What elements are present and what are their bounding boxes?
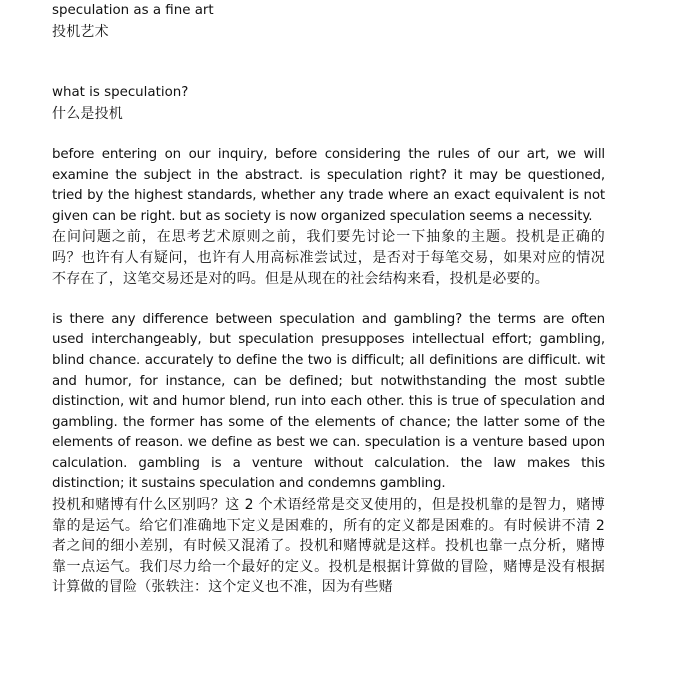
paragraph-en: is there any difference between speculation and gambling? the terms are often used interchangeably, but speculation presupposes intellectual effort; gambling, blind chance. accurately to define the two is difficult; all definitions are difficult. wit and humor, for instance, can be defined; but notwithstanding the most subtle distinction, wit and humor blend, run into each other. this is true of speculation and gambling. the former has some of the elements of chance; the latter some of the elements of reason. we define as best we can. speculation is a venture based upon calculation. gambling is a venture without calculation. the law makes this distinction; it sustains speculation and condemns gambling. (52, 311, 605, 492)
paragraph-zh: 在问问题之前，在思考艺术原则之前，我们要先讨论一下抽象的主题。投机是正确的吗？也许有人有疑问，也许有人用高标准尝试过，是否对于每笔交易，如果对应的情况不存在了，这笔交易还是对的吗。但是从现在的社会结构来看，投机是必要的。 (52, 229, 605, 287)
section-heading-zh: 什么是投机 (52, 105, 123, 122)
document-title-en: speculation as a fine art (52, 3, 214, 18)
spacer (52, 289, 605, 310)
section-heading-en: what is speculation? (52, 85, 189, 101)
document-title-zh: 投机艺术 (52, 23, 109, 40)
spacer (52, 42, 605, 83)
paragraph-en: before entering on our inquiry, before considering the rules of our art, we will examine the subject in the abstract. is speculation right? it may be questioned, tried by the highest standards, whether any trade where an exact equivalent is not given can be right. but as society is now organized speculation seems a necessity. (52, 146, 605, 224)
document-page (52, 1, 605, 598)
paragraph-zh: 投机和赌博有什么区别吗？这 2 个术语经常是交叉使用的，但是投机靠的是智力，赌博靠的是运气。给它们准确地下定义是困难的，所有的定义都是困难的。有时候讲不清 2 者之间的细小差别，有时候又混淆了。投机和赌博就是这样。投机也靠一点分析，赌博靠一点运气。我们尽力给一个最好的定义。投机是根据计算做的冒险，赌博是没有根据计算做的冒险（张轶注：这个定义也不准，因为有些赌 (52, 497, 605, 596)
spacer (52, 124, 605, 145)
